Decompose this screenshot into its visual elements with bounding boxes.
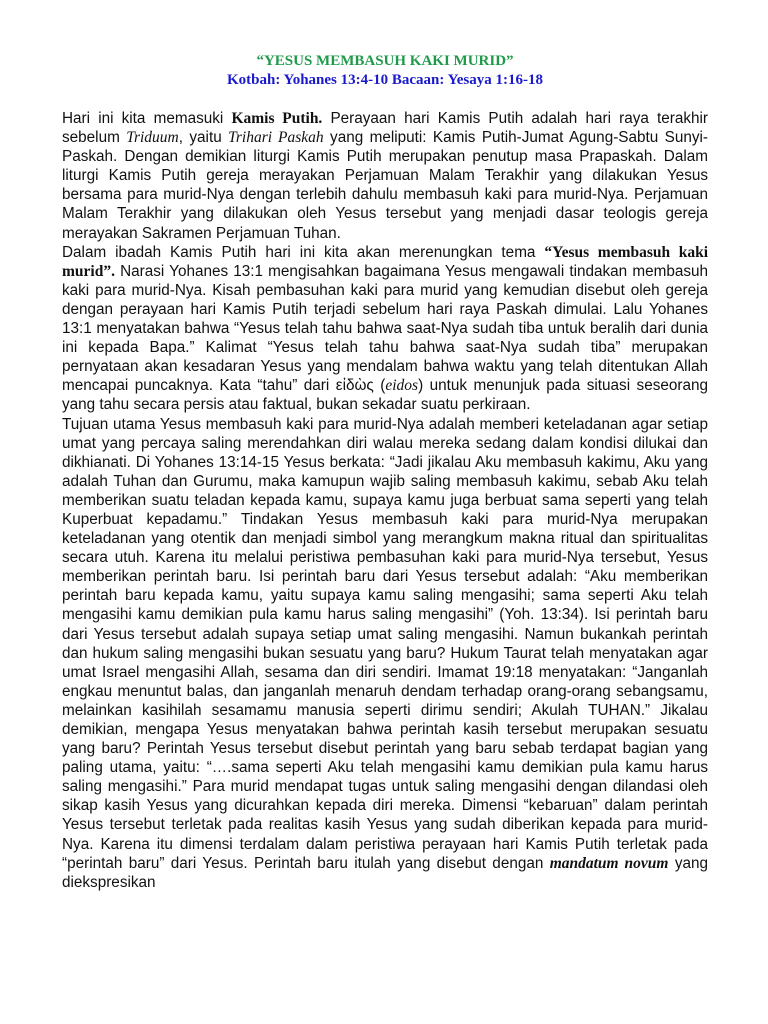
paragraph-1: [62, 109, 708, 243]
p1-text-a: Hari ini kita memasuki: [62, 110, 232, 127]
paragraph-2: [62, 243, 708, 415]
document-page: [62, 52, 708, 892]
p1-italic-trihari-paskah: Trihari Paskah: [228, 129, 324, 147]
p2-italic-eidos: eidos: [385, 377, 419, 395]
p3-text-a: Tujuan utama Yesus membasuh kaki para murid-Nya adalah memberi keteladanan agar setiap umat yang percaya saling merendahkan diri walau mereka sedang dalam kondisi dilukai dan dikhianati. Di Yohanes 13:14-15 Yesus berkata: “Jadi jikalau Aku membasuh kakimu, Aku yang adalah Tuhan dan Gurumu, maka kamupun wajib saling membasuh kakimu, sebab Aku telah memberikan suatu teladan kepada kamu, supaya kamu juga berbuat sama seperti yang telah Kuperbuat kepadamu.” Tindakan Yesus membasuh kaki para murid-Nya merupakan keteladanan yang otentik dan menjadi simbol yang merangkum makna ritual dan spiritualitas secara utuh. Karena itu melalui peristiwa pembasuhan kaki para murid-Nya tersebut, Yesus memberikan perintah baru. Isi perintah baru dari Yesus tersebut adalah: “Aku memberikan perintah baru kepada kamu, yaitu supaya kamu saling mengasihi; sama seperti Aku telah mengasihi kamu demikian pula kamu harus saling mengasihi” (Yoh. 13:34). Isi perintah baru dari Yesus tersebut adalah supaya setiap umat saling mengasihi. Namun bukankah perintah dan hukum saling mengasihi bukan sesuatu yang baru? Hukum Taurat telah menyatakan agar umat Israel mengasihi Allah, sesama dan diri sendiri. Imamat 19:18 menyatakan: “Janganlah engkau menuntut balas, dan janganlah menaruh dendam terhadap orang-orang sebangsamu, melainkan kasihilah sesamamu manusia seperti dirimu sendiri; Akulah TUHAN.” Jikalau demikian, mengapa Yesus menyatakan bahwa perintah kasih tersebut merupakan sesuatu yang baru? Perintah Yesus tersebut disebut perintah yang baru sebab terdapat bagian yang paling utama, yaitu: “….sama seperti Aku telah mengasihi kamu demikian pula kamu harus saling mengasihi.” Para murid mendapat tugas untuk saling mengasihi dengan dilandasi oleh sikap kasih Yesus yang dicurahkan kepada diri mereka. Dimensi “kebaruan” dalam perintah Yesus tersebut terletak pada realitas kasih Yesus yang sudah diberikan kepada para murid-Nya. Karena itu dimensi terdalam dalam peristiwa perayaan hari Kamis Putih terletak pada “perintah baru” dari Yesus. Perintah baru itulah yang disebut dengan: [62, 415, 708, 872]
p2-text-c: Narasi Yohanes 13:1 mengisahkan bagaimana Yesus mengawali tindakan membasuh kaki para murid-Nya. Kisah pembasuhan kaki para murid yang kemudian disebut oleh gereja dengan perayaan hari Kamis Putih terjadi sebelum hari raya Paskah dimulai. Lalu Yohanes 13:1 menyatakan bahwa “Yesus telah tahu bahwa saat-Nya sudah tiba untuk beralih dari dunia ini kepada Bapa.” Kalimat “Yesus telah tahu bahwa saat-Nya sudah tiba” merupakan pernyataan akan kesadaran Yesus yang mendalam bahwa waktu yang telah ditentukan Allah mencapai puncaknya. Kata “tahu” dari εἰδὼς (: [62, 262, 708, 395]
document-subtitle: Kotbah: Yohanes 13:4-10 Bacaan: Yesaya 1:16-18: [227, 72, 543, 88]
paragraph-3: [62, 415, 708, 892]
p1-italic-triduum: Triduum: [126, 129, 179, 147]
p3-bolditalic-mandatum-novum: mandatum novum: [549, 854, 669, 872]
p1-text-g: yang meliputi: Kamis Putih-Jumat Agung-Sabtu Sunyi-Paskah. Dengan demikian liturgi Kamis Putih merupakan penutup masa Prapaskah. Dalam liturgi Kamis Putih gereja merayakan Perjamuan Malam Terakhir yang dilakukan Yesus bersama para murid-Nya dengan terlebih dahulu membasuh kaki para murid-Nya. Perjamuan Malam Terakhir yang dilakukan oleh Yesus tersebut yang menjadi dasar teologis gereja merayakan Sakramen Perjamuan Tuhan.: [62, 129, 709, 242]
p3-text-c: yang diekspresikan: [62, 854, 708, 891]
document-title: “YESUS MEMBASUH KAKI MURID”: [256, 53, 514, 69]
p1-text-e: , yaitu: [178, 129, 229, 147]
p2-text-e: ) untuk menunjuk pada situasi seseorang yang tahu secara persis atau faktual, bukan sekadar suatu perkiraan.: [62, 377, 708, 414]
p2-text-a: Dalam ibadah Kamis Putih hari ini kita akan merenungkan tema: [62, 243, 545, 261]
p2-bold-theme: “Yesus membasuh kaki murid”.: [62, 243, 709, 280]
p1-bold-kamis-putih: Kamis Putih.: [231, 110, 323, 127]
p1-text-c: Perayaan hari Kamis Putih adalah hari raya terakhir sebelum: [62, 110, 709, 147]
